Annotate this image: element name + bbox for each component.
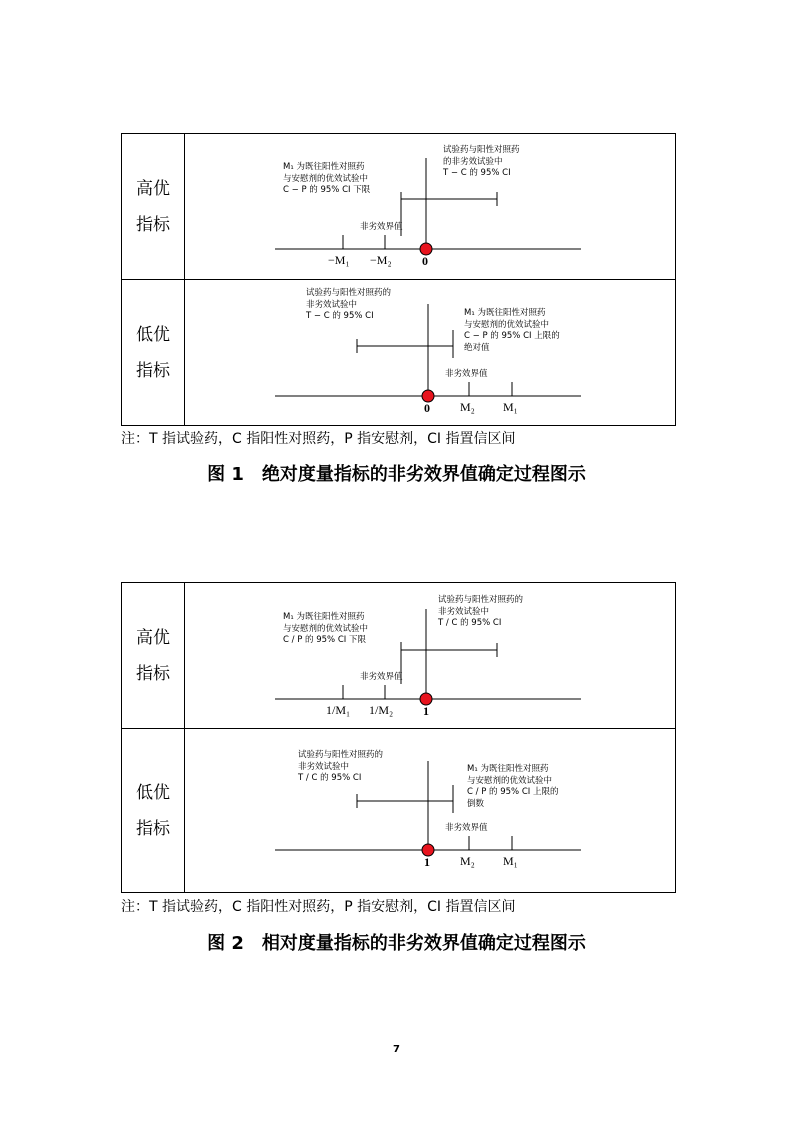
plot-area <box>185 280 675 425</box>
annotation-tc: 试验药与阳性对照药的 非劣效试验中 T / C 的 95% CI <box>298 750 384 783</box>
annotation-m1: M₁ 为既往阳性对照药 与安慰剂的优效试验中 C / P 的 95% CI 上限的 倒数 <box>467 764 559 809</box>
annotation-margin: 非劣效界值 <box>360 222 403 232</box>
diagram-svg <box>185 729 675 892</box>
page-number: 7 <box>393 1044 400 1055</box>
annotation-margin: 非劣效界值 <box>445 823 488 833</box>
annotation-m1: M₁ 为既往阳性对照药 与安慰剂的优效试验中 C − P 的 95% CI 下限 <box>283 162 371 195</box>
row-label-low: 低优 指标 <box>122 729 185 892</box>
row-label-high: 高优 指标 <box>122 583 185 728</box>
tick-label: M₁ <box>503 854 518 868</box>
tick-label: −M₁ <box>328 253 350 267</box>
annotation-m1: M₁ 为既往阳性对照药 与安慰剂的优效试验中 C / P 的 95% CI 下限 <box>283 612 369 645</box>
plot-area <box>185 583 675 728</box>
tick-label: −M₂ <box>370 253 392 267</box>
diagram-svg <box>185 583 675 728</box>
figure-1-row-high <box>122 134 675 280</box>
tick-label: 1 <box>423 704 429 718</box>
figure-2-caption: 图 2 相对度量指标的非劣效界值确定过程图示 <box>207 933 586 954</box>
annotation-margin: 非劣效界值 <box>445 369 488 379</box>
figure-1-table <box>121 133 676 426</box>
diagram-svg <box>185 280 675 425</box>
figure-2-row-low <box>122 729 675 892</box>
tick-label: M₂ <box>460 400 475 414</box>
plot-area <box>185 134 675 279</box>
figure-2-row-high <box>122 583 675 729</box>
tick-label: 1/M₁ <box>326 703 351 717</box>
plot-area <box>185 729 675 892</box>
tick-label: M₂ <box>460 854 475 868</box>
figure-1-caption: 图 1 绝对度量指标的非劣效界值确定过程图示 <box>207 464 586 485</box>
tick-label: M₁ <box>503 400 518 414</box>
row-label-high: 高优 指标 <box>122 134 185 279</box>
annotation-tc: 试验药与阳性对照药的 非劣效试验中 T / C 的 95% CI <box>438 595 524 628</box>
figure-1-note: 注：T 指试验药，C 指阳性对照药，P 指安慰剂，CI 指置信区间 <box>121 431 516 447</box>
row-label-low: 低优 指标 <box>122 280 185 425</box>
tick-label: 1/M₂ <box>369 703 394 717</box>
figure-1-row-low <box>122 280 675 425</box>
tick-label: 0 <box>424 401 430 415</box>
annotation-tc: 试验药与阳性对照药 的非劣效试验中 T − C 的 95% CI <box>443 145 520 178</box>
diagram-svg <box>185 134 675 279</box>
figure-2-table <box>121 582 676 893</box>
annotation-m1: M₁ 为既往阳性对照药 与安慰剂的优效试验中 C − P 的 95% CI 上限的 绝对值 <box>464 308 560 353</box>
annotation-margin: 非劣效界值 <box>360 672 403 682</box>
figure-2-note: 注：T 指试验药，C 指阳性对照药，P 指安慰剂，CI 指置信区间 <box>121 899 516 915</box>
tick-label: 1 <box>424 855 430 869</box>
tick-label: 0 <box>422 254 428 268</box>
annotation-tc: 试验药与阳性对照药的 非劣效试验中 T − C 的 95% CI <box>306 288 392 321</box>
